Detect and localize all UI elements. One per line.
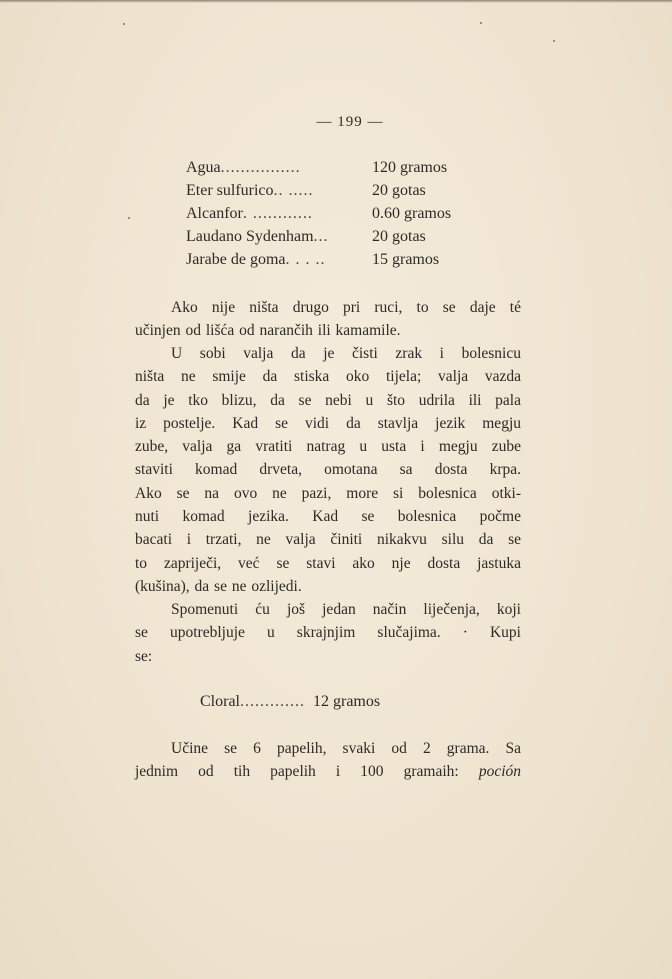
text-line: se upotrebljuje u skrajnjim slučajima. · Kupi <box>135 624 521 642</box>
ingredient-name: Jarabe de goma <box>186 251 286 268</box>
ingredient-name: Eter sulfurico <box>186 182 274 199</box>
paragraph-3 <box>135 598 521 668</box>
text-line: to zapriječi, već se stavi ako nje dosta jastuka <box>135 554 521 572</box>
ingredient-quantity: 120 gramos <box>372 159 448 176</box>
ingredient-quantity: 15 gramos <box>372 251 440 268</box>
leader-dots: . ............ <box>242 205 313 222</box>
paragraph-4 <box>135 737 521 784</box>
text-line: nuti komad jezika. Kad se bolesnica počme <box>135 508 521 526</box>
recipe-row <box>186 205 486 228</box>
paper-speck <box>128 217 130 219</box>
text-line <box>135 760 521 783</box>
paragraph-2 <box>135 342 521 598</box>
paper-speck <box>480 22 482 24</box>
leader-dots: .. ..... <box>273 182 314 199</box>
text-line: zube, valja ga vratiti natrag u usta i megju zube <box>135 438 521 456</box>
text-line: staviti komad drveta, omotana sa dosta krpa. <box>135 461 521 479</box>
formula-quantity: 12 gramos <box>313 693 381 710</box>
text-line: Ako nije ništa drugo pri ruci, to se daje té <box>171 299 521 316</box>
leader-dots: . . . .. <box>285 251 326 268</box>
paragraph-1 <box>135 296 521 343</box>
leader-dots: ... <box>313 228 329 245</box>
paper-speck <box>553 40 555 42</box>
text-line: U sobi valja da je čisti zrak i bolesnicu <box>171 345 521 362</box>
text-line: bacati i trzati, ne valja činiti nikakvu silu da se <box>135 531 521 549</box>
recipe-row <box>186 251 486 274</box>
text-line: Ako se na ovo ne pazi, more si bolesnica otki- <box>135 484 521 502</box>
leader-dots: ............. <box>240 693 305 710</box>
text-line: ništa ne smije da stiska oko tijela; valja vazda <box>135 368 521 386</box>
text-line: iz postelje. Kad se vidi da stavlja jezik megju <box>135 414 521 432</box>
ingredient-quantity: 20 gotas <box>372 182 426 199</box>
italic-word: poción <box>478 763 521 781</box>
paper-speck <box>123 23 125 25</box>
page-top-edge <box>0 0 672 3</box>
page-number: — 199 — <box>316 114 384 130</box>
text-line: da je tko blizu, da se nebi u što udrila ili pala <box>135 391 521 409</box>
text-line: učinjen od lišća od narančih ili kamamile. <box>135 322 401 340</box>
text-fragment: jednim od tih papelih i 100 gramaih: <box>135 763 459 781</box>
ingredient-quantity: 0.60 gramos <box>372 205 452 222</box>
text-line: Učine se 6 papelih, svaki od 2 grama. Sa <box>171 740 521 757</box>
ingredient-name: Laudano Sydenham <box>186 228 314 245</box>
formula-line <box>200 693 380 711</box>
ingredient-quantity: 20 gotas <box>372 228 426 245</box>
recipe-row <box>186 182 486 205</box>
ingredient-name: Agua <box>186 159 221 176</box>
formula-name: Cloral <box>200 693 240 710</box>
recipe-row <box>186 159 486 182</box>
text-line: se: <box>135 647 153 665</box>
ingredient-name: Alcanfor <box>186 205 243 222</box>
recipe-row <box>186 228 486 251</box>
text-line: (kušina), da se ne ozlijedi. <box>135 577 302 595</box>
leader-dots: ................ <box>220 159 301 176</box>
recipe-list <box>186 159 486 274</box>
text-line: Spomenuti ću još jedan način liječenja, koji <box>171 601 521 618</box>
